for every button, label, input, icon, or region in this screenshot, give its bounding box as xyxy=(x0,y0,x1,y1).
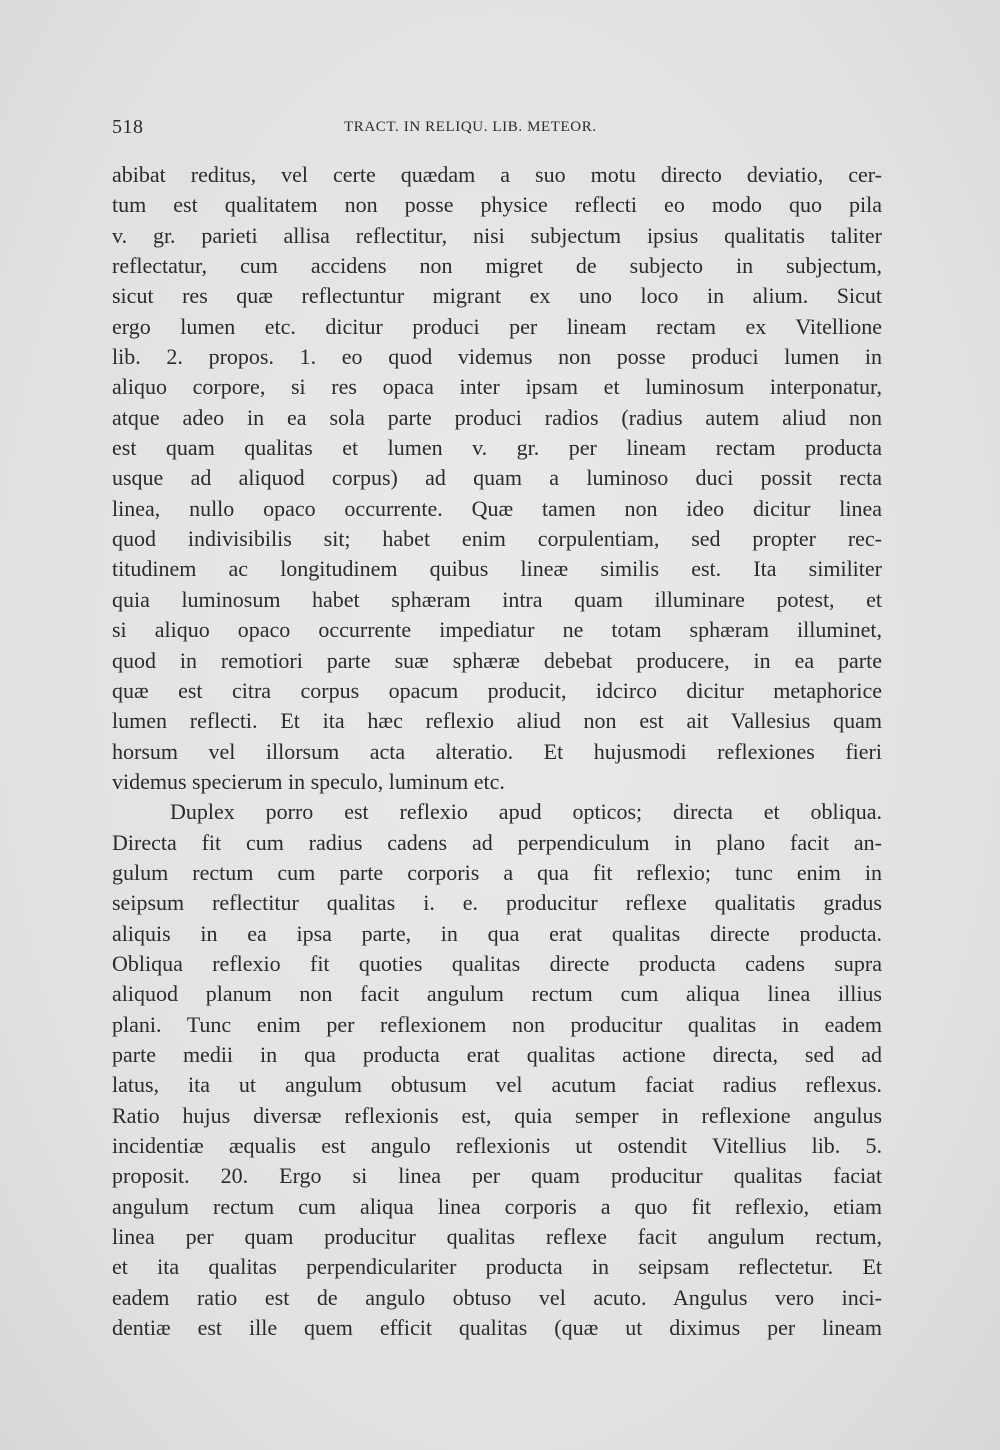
text-line: reflectatur, cum accidens non migret de subjecto in subjectum, xyxy=(112,253,882,279)
text-line: Directa fit cum radius cadens ad perpendiculum in plano facit an- xyxy=(112,829,882,855)
text-line: dentiæ est ille quem efficit qualitas (quæ ut diximus per lineam xyxy=(112,1315,882,1341)
body-text xyxy=(112,160,882,1343)
text-line-paragraph-end: videmus specierum in speculo, luminum etc. xyxy=(112,768,505,794)
text-line: ergo lumen etc. dicitur produci per lineam rectam ex Vitellione xyxy=(112,313,882,339)
running-head: TRACT. IN RELIQU. LIB. METEOR. xyxy=(344,119,597,135)
text-line: aliquis in ea ipsa parte, in qua erat qualitas directe producta. xyxy=(112,920,882,946)
text-line-paragraph-start: Duplex porro est reflexio apud opticos; directa et obliqua. xyxy=(170,799,882,825)
text-line: et ita qualitas perpendiculariter producta in seipsam reflectetur. Et xyxy=(112,1254,882,1280)
text-line: lumen reflecti. Et ita hæc reflexio aliud non est ait Vallesius quam xyxy=(112,708,882,734)
text-line: sicut res quæ reflectuntur migrant ex uno loco in alium. Sicut xyxy=(112,283,882,309)
page-number: 518 xyxy=(112,116,144,138)
text-line: linea, nullo opaco occurrente. Quæ tamen non ideo dicitur linea xyxy=(112,495,882,521)
text-line: lib. 2. propos. 1. eo quod videmus non posse produci lumen in xyxy=(112,344,882,370)
page-header xyxy=(112,116,882,140)
text-line: usque ad aliquod corpus) ad quam a luminoso duci possit recta xyxy=(112,465,882,491)
text-line: incidentiæ æqualis est angulo reflexionis ut ostendit Vitellius lib. 5. xyxy=(112,1133,882,1158)
text-line: aliquo corpore, si res opaca inter ipsam et luminosum interponatur, xyxy=(112,374,882,400)
text-line: latus, ita ut angulum obtusum vel acutum faciat radius reflexus. xyxy=(112,1072,882,1098)
text-line: tum est qualitatem non posse physice reflecti eo modo quo pila xyxy=(112,192,882,218)
text-line: si aliquo opaco occurrente impediatur ne totam sphæram illuminet, xyxy=(112,617,882,643)
text-line: horsum vel illorsum acta alteratio. Et hujusmodi reflexiones fieri xyxy=(112,738,882,764)
text-line: quod in remotiori parte suæ sphæræ debebat producere, in ea parte xyxy=(112,647,882,673)
text-line: eadem ratio est de angulo obtuso vel acuto. Angulus vero inci- xyxy=(112,1284,882,1310)
text-line: proposit. 20. Ergo si linea per quam producitur qualitas faciat xyxy=(112,1163,882,1189)
text-line: linea per quam producitur qualitas reflexe facit angulum rectum, xyxy=(112,1224,882,1250)
text-line: quod indivisibilis sit; habet enim corpulentiam, sed propter rec- xyxy=(112,526,882,552)
text-line: quæ est citra corpus opacum producit, idcirco dicitur metaphorice xyxy=(112,677,882,703)
text-line: est quam qualitas et lumen v. gr. per lineam rectam producta xyxy=(112,435,882,461)
text-line: atque adeo in ea sola parte produci radios (radius autem aliud non xyxy=(112,404,882,430)
text-line: quia luminosum habet sphæram intra quam illuminare potest, et xyxy=(112,586,882,612)
text-line: plani. Tunc enim per reflexionem non producitur qualitas in eadem xyxy=(112,1011,882,1037)
text-line: v. gr. parieti allisa reflectitur, nisi subjectum ipsius qualitatis taliter xyxy=(112,222,882,248)
text-line: Obliqua reflexio fit quoties qualitas directe producta cadens supra xyxy=(112,950,882,976)
text-line: angulum rectum cum aliqua linea corporis a quo fit reflexio, etiam xyxy=(112,1193,882,1219)
text-line: parte medii in qua producta erat qualitas actione directa, sed ad xyxy=(112,1041,882,1067)
text-line: abibat reditus, vel certe quædam a suo motu directo deviatio, cer- xyxy=(112,162,882,187)
text-line: gulum rectum cum parte corporis a qua fit reflexio; tunc enim in xyxy=(112,859,882,885)
text-line: Ratio hujus diversæ reflexionis est, quia semper in reflexione angulus xyxy=(112,1102,882,1128)
text-line: aliquod planum non facit angulum rectum cum aliqua linea illius xyxy=(112,981,882,1007)
text-line: seipsum reflectitur qualitas i. e. producitur reflexe qualitatis gradus xyxy=(112,890,882,916)
text-line: titudinem ac longitudinem quibus lineæ similis est. Ita similiter xyxy=(112,556,882,582)
